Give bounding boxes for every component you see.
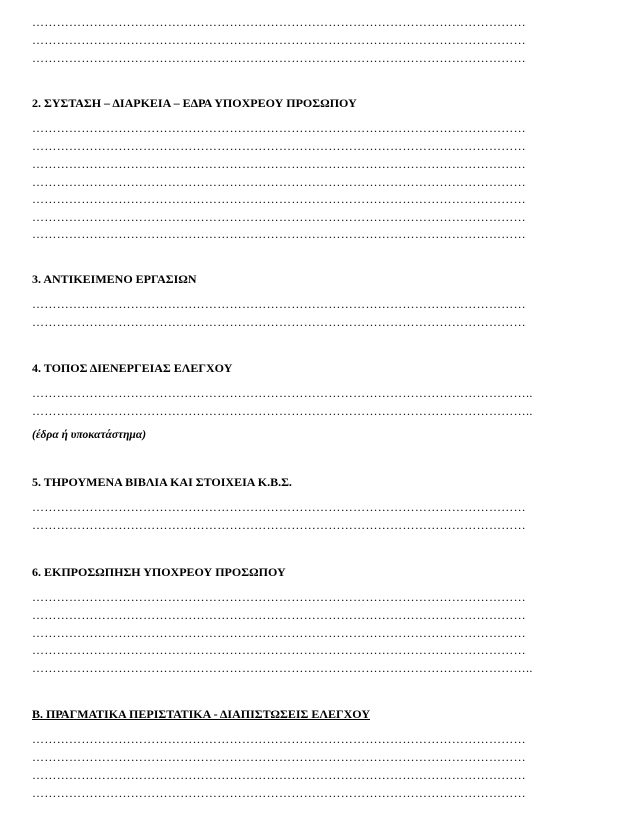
dotted-fill-line: ………………………………………………………………………………………………………….. [32,386,533,400]
section-6-title: 6. ΕΚΠΡΟΣΩΠΗΣΗ ΥΠΟΧΡΕΟΥ ΠΡΟΣΩΠΟΥ [32,565,286,579]
dotted-fill-line: ………………………………………………………………………………………………………… [32,51,526,65]
dotted-fill-line: ………………………………………………………………………………………………………… [32,626,526,640]
dotted-fill-line: ………………………………………………………………………………………………………… [32,192,526,206]
dotted-fill-line: ………………………………………………………………………………………………………… [32,157,526,171]
dotted-fill-line: ………………………………………………………………………………………………………… [32,500,526,514]
dotted-fill-line: ………………………………………………………………………………………………………… [32,786,526,800]
dotted-fill-line: ………………………………………………………………………………………………………… [32,175,526,189]
dotted-fill-line: ………………………………………………………………………………………………………… [32,732,526,746]
section-b-title: Β. ΠΡΑΓΜΑΤΙΚΑ ΠΕΡΙΣΤΑΤΙΚΑ - ΔΙΑΠΙΣΤΩΣΕΙΣ ΕΛΕΓΧΟΥ [32,707,370,721]
section-4-title: 4. ΤΟΠΟΣ ΔΙΕΝΕΡΓΕΙΑΣ ΕΛΕΓΧΟΥ [32,361,233,375]
dotted-fill-line: ………………………………………………………………………………………………………… [32,33,526,47]
dotted-fill-line: ………………………………………………………………………………………………………….. [32,661,533,675]
section-4-note: (έδρα ή υποκατάστημα) [32,429,147,441]
dotted-fill-line: ………………………………………………………………………………………………………… [32,608,526,622]
dotted-fill-line: ………………………………………………………………………………………………………… [32,297,526,311]
section-2-title: 2. ΣΥΣΤΑΣΗ – ΔΙΑΡΚΕΙΑ – ΕΔΡΑ ΥΠΟΧΡΕΟΥ ΠΡΟΣΩΠΟΥ [32,96,357,110]
dotted-fill-line: ………………………………………………………………………………………………………… [32,15,526,29]
dotted-fill-line: ………………………………………………………………………………………………………… [32,750,526,764]
section-5-title: 5. ΤΗΡΟΥΜΕΝΑ ΒΙΒΛΙΑ ΚΑΙ ΣΤΟΙΧΕΙΑ Κ.Β.Σ. [32,475,292,489]
section-3-title: 3. ΑΝΤΙΚΕΙΜΕΝΟ ΕΡΓΑΣΙΩΝ [32,272,197,286]
dotted-fill-line: ………………………………………………………………………………………………………… [32,590,526,604]
dotted-fill-line: ………………………………………………………………………………………………………… [32,210,526,224]
dotted-fill-line: ………………………………………………………………………………………………………… [32,227,526,241]
dotted-fill-line: ………………………………………………………………………………………………………… [32,121,526,135]
dotted-fill-line: ………………………………………………………………………………………………………… [32,315,526,329]
dotted-fill-line: ………………………………………………………………………………………………………….. [32,404,533,418]
dotted-fill-line: ………………………………………………………………………………………………………… [32,139,526,153]
dotted-fill-line: ………………………………………………………………………………………………………… [32,518,526,532]
dotted-fill-line: ………………………………………………………………………………………………………… [32,643,526,657]
dotted-fill-line: ………………………………………………………………………………………………………… [32,768,526,782]
